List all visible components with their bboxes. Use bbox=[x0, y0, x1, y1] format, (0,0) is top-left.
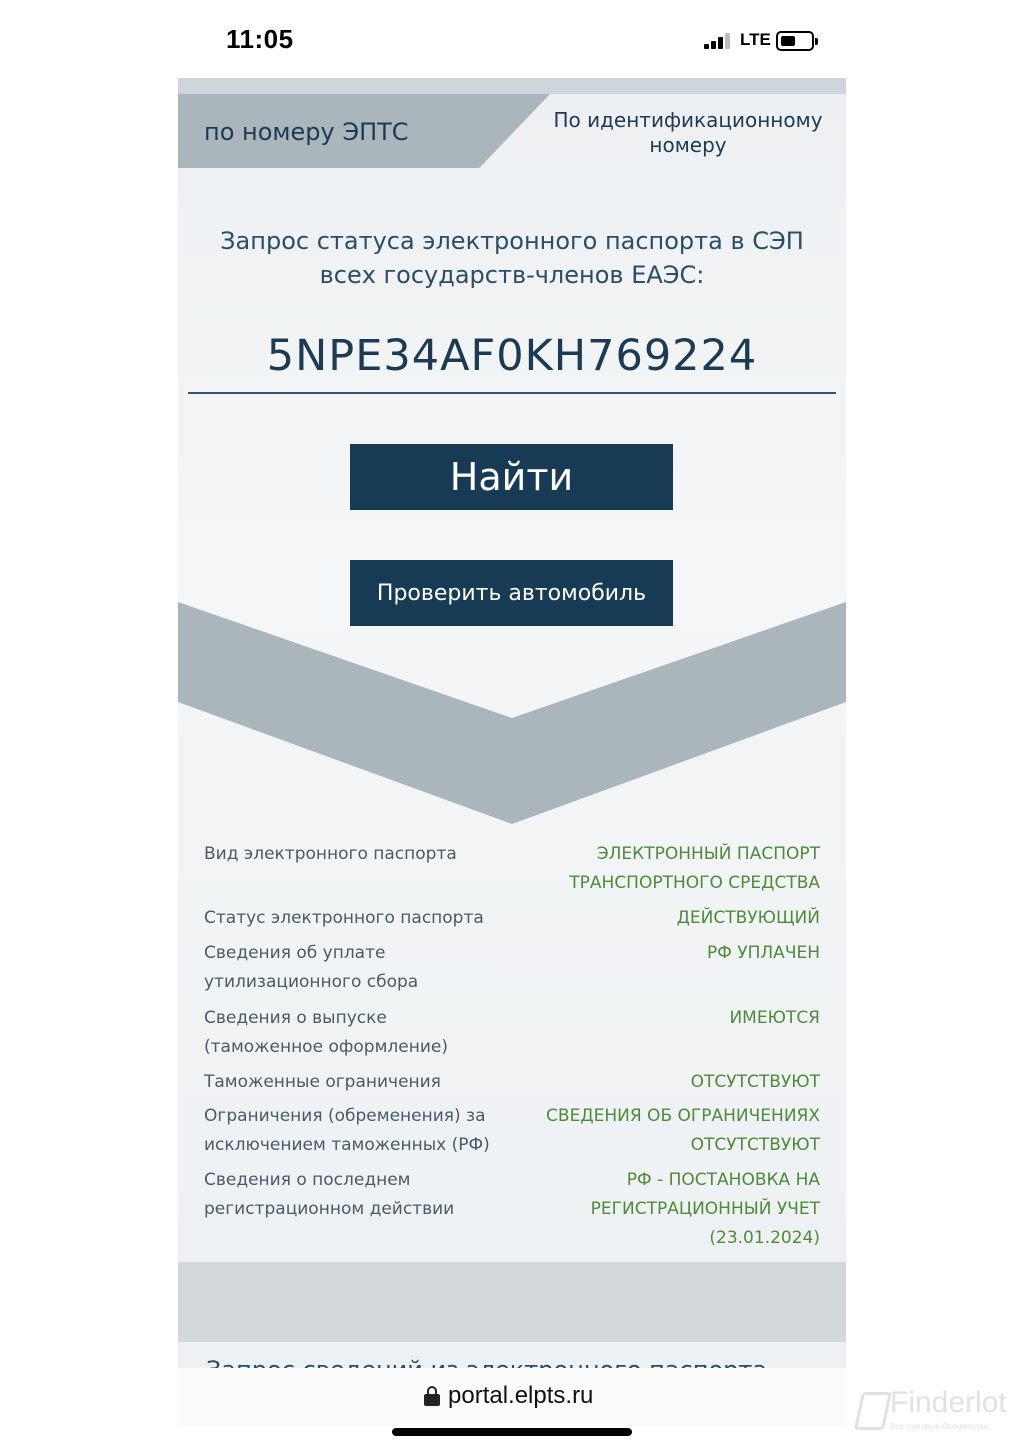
signal-bar bbox=[711, 41, 716, 49]
web-viewport bbox=[178, 78, 846, 1368]
tab-by-vin-label-line2: номеру bbox=[649, 133, 727, 157]
lock-icon bbox=[424, 1386, 440, 1406]
next-section-card bbox=[178, 1342, 846, 1368]
watermark-name: Finderlot bbox=[890, 1386, 1007, 1419]
cellular-signal-icon bbox=[704, 33, 734, 49]
home-indicator[interactable] bbox=[392, 1428, 632, 1436]
signal-bar bbox=[718, 37, 723, 49]
battery-level bbox=[781, 36, 795, 46]
result-value: ЭЛЕКТРОННЫЙ ПАСПОРТ ТРАНСПОРТНОГО СРЕДСТВА bbox=[569, 844, 820, 893]
tab-by-vin-label-line1: По идентификационному bbox=[553, 108, 823, 132]
check-car-button[interactable]: Проверить автомобиль bbox=[350, 560, 673, 626]
result-value: ДЕЙСТВУЮЩИЙ bbox=[676, 908, 820, 928]
tab-by-epts-number-label[interactable]: по номеру ЭПТС bbox=[204, 118, 409, 146]
result-value: ОТСУТСТВУЮТ bbox=[690, 1072, 820, 1092]
battery-icon bbox=[776, 31, 814, 51]
signal-bar bbox=[725, 33, 730, 49]
result-label: Вид электронного паспорта bbox=[204, 844, 457, 864]
result-label: Сведения о выпуске (таможенное оформление) bbox=[204, 1008, 448, 1057]
address-bar[interactable] bbox=[178, 1368, 846, 1426]
result-label: Сведения об уплате утилизационного сбора bbox=[204, 943, 419, 992]
tab-by-vin[interactable] bbox=[530, 108, 846, 158]
url-text[interactable]: portal.elpts.ru bbox=[448, 1382, 594, 1409]
watermark-logo-icon bbox=[854, 1392, 892, 1430]
find-button[interactable]: Найти bbox=[350, 444, 673, 510]
result-value: СВЕДЕНИЯ ОБ ОГРАНИЧЕНИЯХ ОТСУТСТВУЮТ bbox=[546, 1106, 820, 1155]
result-label: Сведения о последнем регистрационном действии bbox=[204, 1170, 455, 1219]
signal-bar bbox=[704, 44, 709, 49]
watermark-tagline: Все торговые банкротства bbox=[890, 1422, 988, 1431]
network-type: LTE bbox=[740, 30, 771, 49]
result-label: Статус электронного паспорта bbox=[204, 908, 484, 928]
watermark bbox=[858, 1386, 1018, 1446]
status-time: 11:05 bbox=[226, 24, 294, 54]
status-bar bbox=[0, 0, 1024, 78]
query-title: Запрос статуса электронного паспорта в СЭП всех государств-членов ЕАЭС: bbox=[220, 227, 804, 289]
result-label: Таможенные ограничения bbox=[204, 1072, 441, 1092]
result-label: Ограничения (обременения) за исключением таможенных (РФ) bbox=[204, 1106, 490, 1155]
result-value: ИМЕЮТСЯ bbox=[729, 1008, 820, 1028]
vin-input[interactable] bbox=[188, 320, 836, 394]
result-value: РФ - ПОСТАНОВКА НА РЕГИСТРАЦИОННЫЙ УЧЕТ (23.01.2024) bbox=[590, 1170, 820, 1248]
result-value: РФ УПЛАЧЕН bbox=[706, 943, 820, 963]
